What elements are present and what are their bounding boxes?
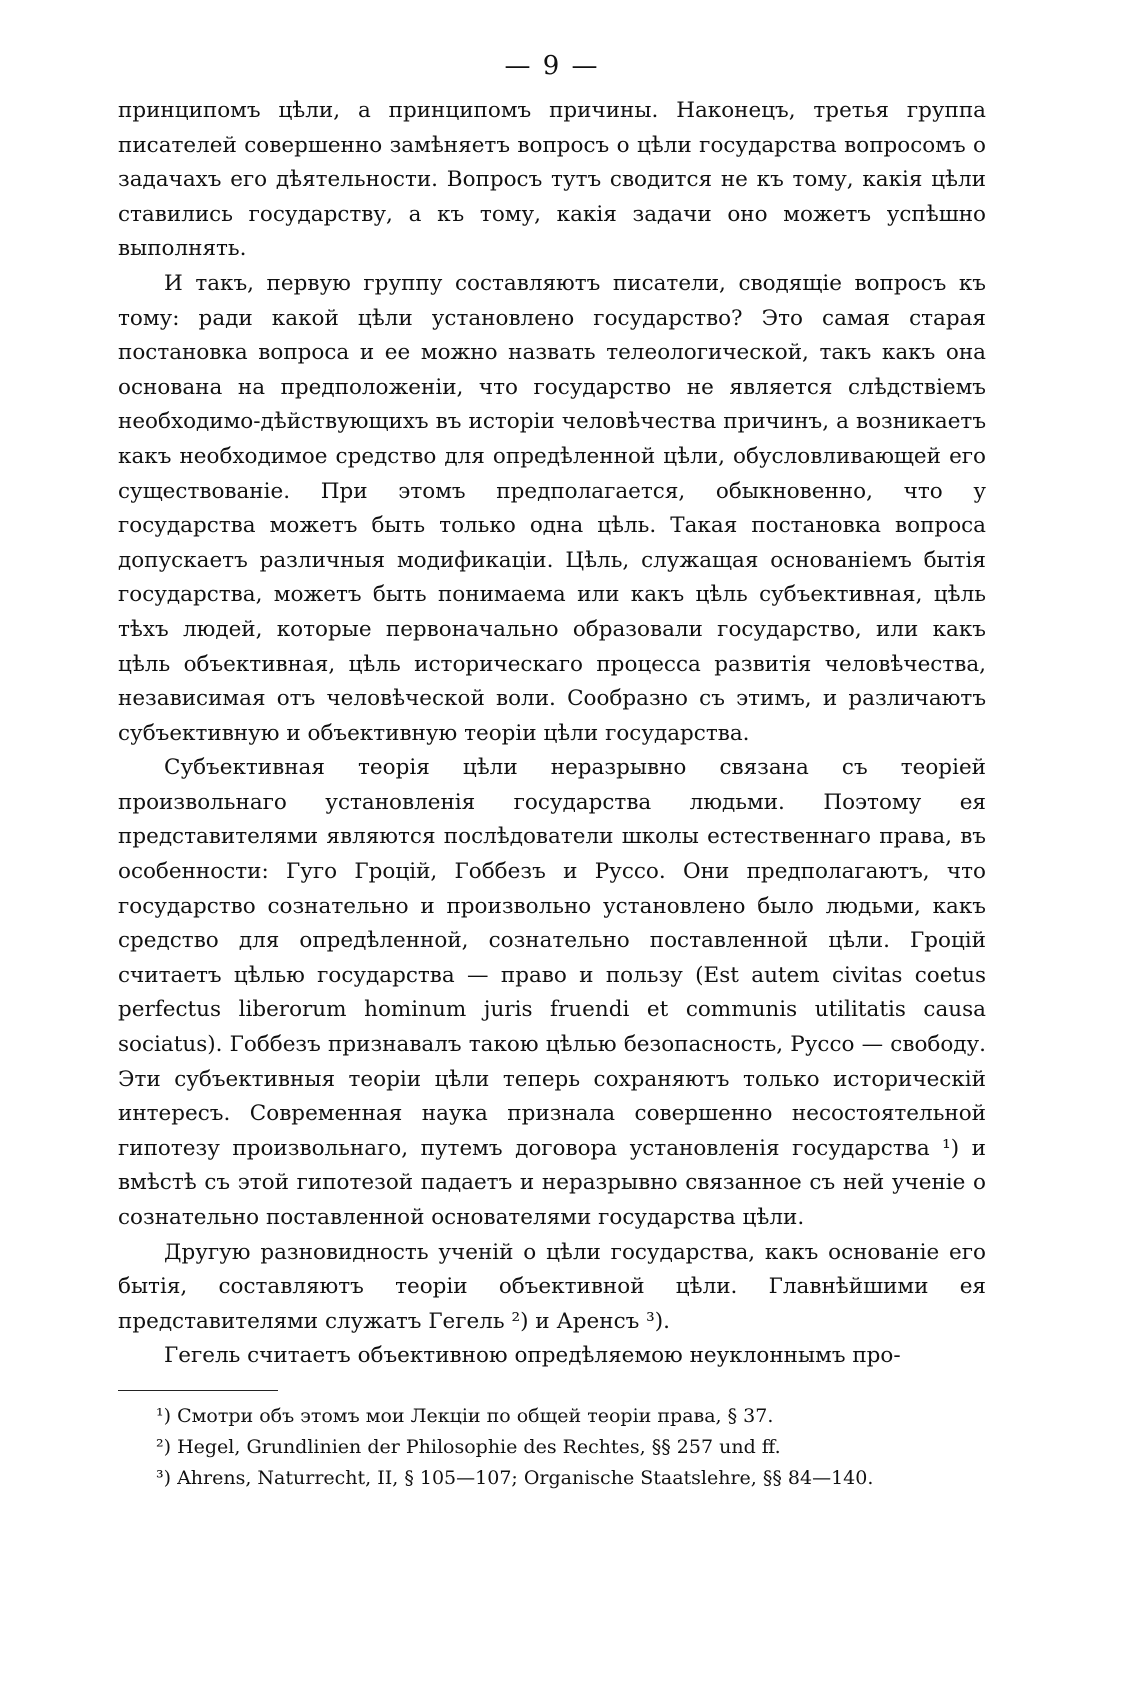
paragraph: принципомъ цѣли, а принципомъ причины. Наконецъ, третья группа писателей совершенно замѣняетъ вопросъ о цѣли государства вопросомъ о задачахъ его дѣятельности. Вопросъ тутъ сводится не къ тому, какія цѣли ставились государству, а къ тому, какія задачи оно можетъ успѣшно выполнять.	[118, 98, 986, 262]
paragraph: И такъ, первую группу составляютъ писатели, сводящіе вопросъ къ тому: ради какой цѣли установлено государство? Это самая старая постановка вопроса и ее можно назвать телеологической, такъ какъ она основана на предположеніи, что государство не является слѣдствіемъ необходимо-дѣйствующихъ въ исторіи человѣчества причинъ, а возникаетъ какъ необходимое средство для опредѣленной цѣли, обусловливающей его существованіе. При этомъ предполагается, обыкновенно, что у государства можетъ быть только одна цѣль. Такая постановка вопроса допускаетъ различныя модификаціи. Цѣль, служащая основаніемъ бытія государства, можетъ быть понимаема или какъ цѣль субъективная, цѣль тѣхъ людей, которые первоначально образовали государство, или какъ цѣль объективная, цѣль историческаго процесса развитія человѣчества, независимая отъ человѣческой воли. Сообразно съ этимъ, и различаютъ субъективную и объективную теоріи цѣли государства.	[118, 270, 986, 746]
footnote-divider	[118, 1390, 278, 1391]
footnotes	[118, 1401, 986, 1494]
body-text	[118, 94, 986, 1374]
paragraph: Субъективная теорія цѣли неразрывно связана съ теоріей произвольнаго установленія государства людьми. Поэтому ея представителями являются послѣдователи школы естественнаго права, въ особенности: Гуго Гроцій, Гоббезъ и Руссо. Они предполагаютъ, что государство сознательно и произвольно установлено было людьми, какъ средство для опредѣленной, сознательно поставленной цѣли. Гроцій считаетъ цѣлью государства — право и пользу (Est autem civitas coetus perfectus liberorum hominum juris fruendi et communis utilitatis causa sociatus). Гоббезъ признавалъ такою цѣлью безопасность, Руссо — свободу. Эти субъективныя теоріи цѣли теперь сохраняютъ только историческій интересъ. Современная наука признала совершенно несостоятельной гипотезу произвольнаго, путемъ договора установленія государства ¹) и вмѣстѣ съ этой гипотезой падаетъ и неразрывно связанное съ ней ученіе о сознательно поставленной основателями государства цѣли.	[118, 755, 986, 1230]
page-number: — 9 —	[504, 51, 600, 81]
footnote: ²) Hegel, Grundlinien der Philosophie des Rechtes, §§ 257 und ff.	[156, 1435, 781, 1458]
paragraph: Другую разновидность ученій о цѣли государства, какъ основаніе его бытія, составляютъ теоріи объективной цѣли. Главнѣйшими ея представителями служатъ Гегель ²) и Аренсъ ³).	[118, 1239, 986, 1334]
page	[118, 48, 986, 1494]
footnote: ³) Ahrens, Naturrecht, II, § 105—107; Organische Staatslehre, §§ 84—140.	[156, 1466, 874, 1489]
footnote: ¹) Смотри объ этомъ мои Лекціи по общей теоріи права, § 37.	[156, 1404, 774, 1427]
paragraph: Гегель считаетъ объективною опредѣляемою неуклоннымъ про-	[164, 1343, 901, 1369]
